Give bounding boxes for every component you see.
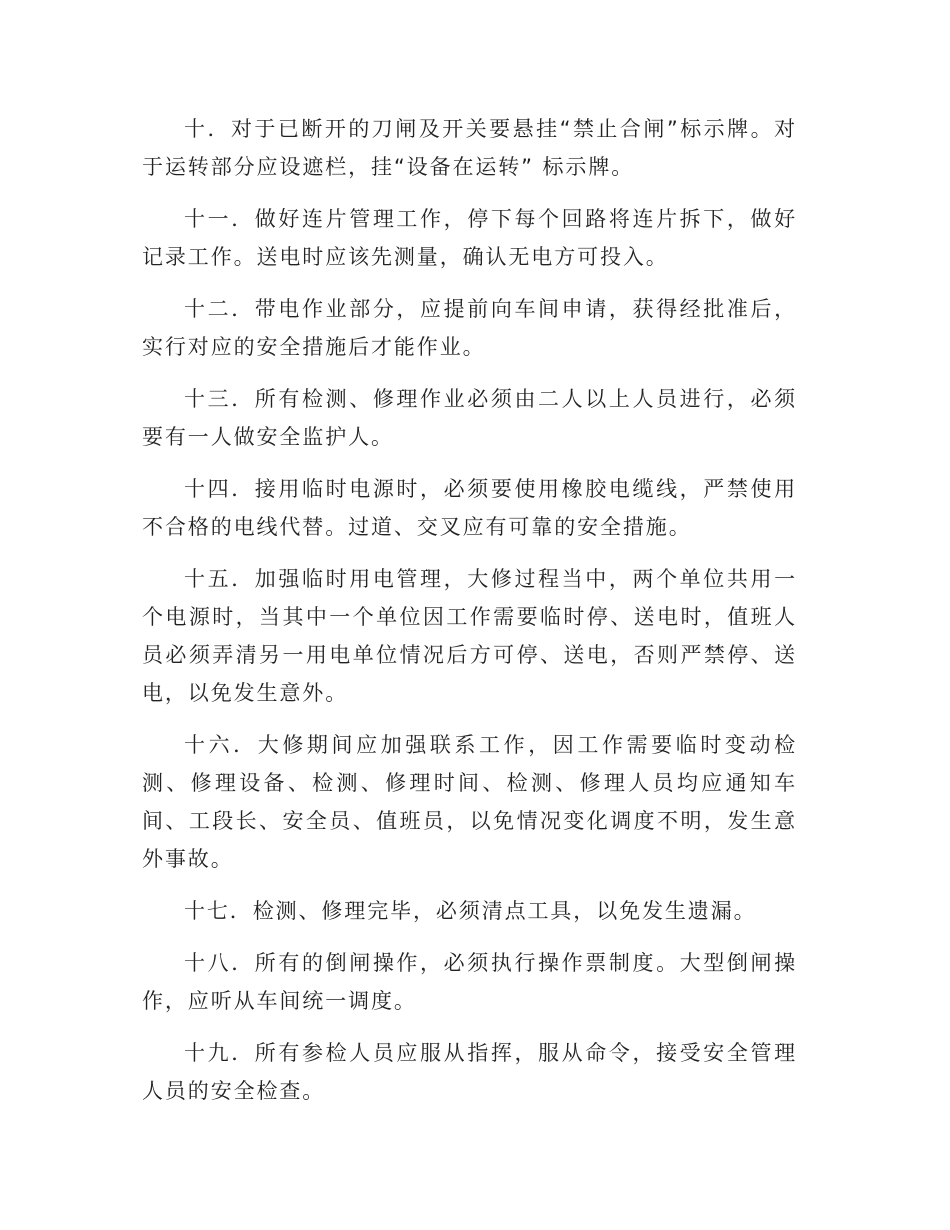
paragraph-16: 十六．大修期间应加强联系工作，因工作需要临时变动检测、修理设备、检测、修理时间、检测、修理人员均应通知车间、工段长、安全员、值班员，以免情况变化调度不明，发生意外事故。 (142, 733, 797, 871)
paragraph-10: 十．对于已断开的刀闸及开关要悬挂“禁止合闸”标示牌。对于运转部分应设遮栏，挂“设备在运转” 标示牌。 (142, 117, 797, 179)
paragraph-17: 十七．检测、修理完毕，必须清点工具，以免发生遗漏。 (184, 899, 757, 923)
paragraph-11: 十一．做好连片管理工作，停下每个回路将连片拆下，做好记录工作。送电时应该先测量，确认无电方可投入。 (142, 207, 797, 269)
paragraph-19: 十九．所有参检人员应服从指挥，服从命令，接受安全管理人员的安全检查。 (142, 1041, 797, 1103)
paragraph-15: 十五．加强临时用电管理，大修过程当中，两个单位共用一个电源时，当其中一个单位因工作需要临时停、送电时，值班人员必须弄清另一用电单位情况后方可停、送电，否则严禁停、送电，以免发生意外。 (142, 567, 797, 705)
paragraph-13: 十三．所有检测、修理作业必须由二人以上人员进行，必须要有一人做安全监护人。 (142, 387, 797, 449)
document-body (142, 110, 797, 1124)
paragraph-14: 十四．接用临时电源时，必须要使用橡胶电缆线，严禁使用不合格的电线代替。过道、交叉应有可靠的安全措施。 (142, 477, 797, 539)
paragraph-12: 十二．带电作业部分，应提前向车间申请，获得经批准后，实行对应的安全措施后才能作业。 (142, 297, 797, 359)
paragraph-18: 十八．所有的倒闸操作，必须执行操作票制度。大型倒闸操作，应听从车间统一调度。 (142, 951, 797, 1013)
